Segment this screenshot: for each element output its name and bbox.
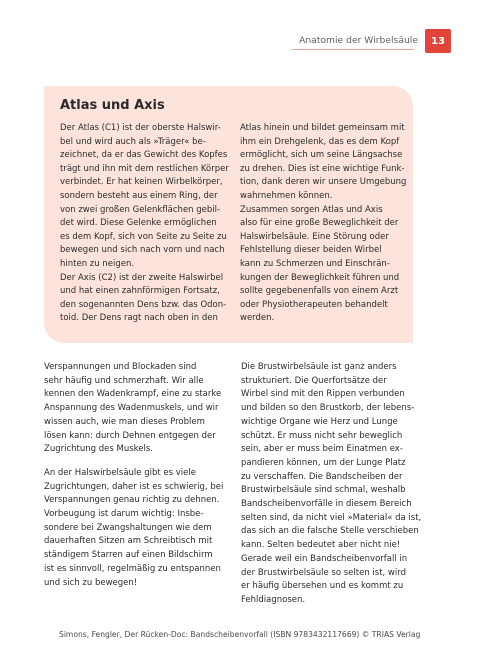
running-header-title: Anatomie der Wirbelsäule bbox=[299, 35, 418, 46]
body-text-line: Verspannungen genau richtig zu dehnen. bbox=[44, 495, 220, 506]
infobox-title: Atlas und Axis bbox=[60, 98, 165, 113]
body-right-column bbox=[241, 361, 421, 608]
infobox-text-line: es dem Kopf, sich von Seite zu Seite zu bbox=[60, 231, 227, 242]
footer-credit: Simons, Fengler, Der Rücken-Doc: Bandscheibenvorfall (ISBN 9783432117669) © TRIAS Verlag bbox=[59, 630, 421, 639]
infobox-left-column bbox=[60, 122, 232, 326]
infobox-text-line: verbindet. Er hat keinen Wirbelkörper, bbox=[60, 177, 223, 188]
body-text-line: strukturiert. Die Querfortsätze der bbox=[241, 375, 387, 386]
body-text-line: wissen auch, wie man dieses Problem bbox=[44, 416, 205, 427]
header-rule bbox=[292, 49, 414, 50]
body-text-line: Wirbel sind mit den Rippen verbunden bbox=[241, 389, 405, 400]
infobox-text-line: Der Atlas (C1) ist der oberste Halswir- bbox=[60, 123, 221, 133]
body-text-line: kennen den Wadenkrampf, eine zu starke bbox=[44, 389, 222, 400]
infobox-text-line: Zusammen sorgen Atlas und Axis bbox=[240, 204, 383, 215]
body-left-column bbox=[44, 361, 226, 590]
infobox-text-line: hinten zu neigen. bbox=[60, 258, 135, 269]
body-text-line: Vorbeugung ist darum wichtig: Insbe- bbox=[44, 509, 204, 520]
infobox-text-line: oder Physiotherapeuten behandelt bbox=[240, 299, 388, 310]
body-text-line: ist es sinnvoll, regelmäßig zu entspannen bbox=[44, 563, 221, 574]
body-text-line: ständigem Starren auf einen Bildschirm bbox=[44, 550, 213, 561]
infobox-text-line: trägt und ihn mit dem restlichen Körper bbox=[60, 163, 229, 174]
infobox-text-line: kann zu Schmerzen und Einschrän- bbox=[240, 258, 390, 269]
body-text-line: dauerhaften Sitzen am Schreibtisch mit bbox=[44, 536, 213, 547]
body-text-line: und sich zu bewegen! bbox=[44, 577, 138, 588]
body-text-line: Gerade weil ein Bandscheibenvorfall in bbox=[241, 553, 408, 564]
infobox-text-line: also für eine große Beweglichkeit der bbox=[240, 218, 399, 229]
body-text-line: Fehldiagnosen. bbox=[241, 594, 306, 605]
body-text-line: sein, aber er muss beim Einatmen ex- bbox=[241, 444, 403, 455]
body-text-line: wichtige Organe wie Herz und Lunge bbox=[241, 416, 398, 427]
infobox-text-line: sondern besteht aus einem Ring, der bbox=[60, 190, 218, 201]
infobox-text-line: kungen der Beweglichkeit führen und bbox=[240, 272, 400, 283]
body-text-line: das sich an die falsche Stelle verschieben bbox=[241, 526, 419, 537]
body-text-line: Zugrichtungen, daher ist es schwierig, bei bbox=[44, 481, 224, 492]
infobox-text-line: Atlas hinein und bildet gemeinsam mit bbox=[240, 123, 405, 133]
infobox bbox=[44, 86, 413, 343]
infobox-text-line: bewegen und sich nach vorn und nach bbox=[60, 245, 225, 256]
infobox-text-line: zu drehen. Dies ist eine wichtige Funk- bbox=[240, 163, 405, 174]
infobox-text-line: den sogenannten Dens bzw. das Odon- bbox=[60, 299, 227, 310]
infobox-text-line: tion, dank deren wir unsere Umgebung bbox=[240, 177, 407, 188]
body-text-line: zu verschaffen. Die Bandscheiben der bbox=[241, 471, 403, 482]
infobox-text-line: von zwei großen Gelenkflächen gebil- bbox=[60, 204, 221, 215]
infobox-text-line: bel und wird auch als »Träger« be- bbox=[60, 136, 206, 147]
body-text-line: Die Brustwirbelsäule ist ganz anders bbox=[241, 362, 397, 372]
infobox-text-line: werden. bbox=[240, 313, 275, 324]
body-text-line: Zugrichtung des Muskels. bbox=[44, 444, 153, 455]
body-text-line: er häufig übersehen und es kommt zu bbox=[241, 581, 404, 592]
body-text-line: An der Halswirbelsäule gibt es viele bbox=[44, 467, 196, 478]
body-left-paragraph-1 bbox=[44, 361, 226, 457]
body-text-line: pandieren können, um der Lunge Platz bbox=[241, 457, 406, 468]
infobox-text-line: ermöglicht, sich um seine Längsachse bbox=[240, 150, 403, 161]
infobox-text-line: ihm ein Drehgelenk, das es dem Kopf bbox=[240, 136, 400, 147]
infobox-text-line: sollte gegebenenfalls von einem Arzt bbox=[240, 286, 399, 297]
infobox-text-line: Der Axis (C2) ist der zweite Halswirbel bbox=[60, 272, 224, 283]
body-text-line: der Brustwirbelsäule so selten ist, wird bbox=[241, 567, 406, 578]
body-text-line: und bilden so den Brustkorb, der lebens- bbox=[241, 403, 415, 414]
infobox-right-column bbox=[240, 122, 408, 326]
body-left-paragraph-2 bbox=[44, 467, 226, 590]
infobox-text-line: Halswirbelsäule. Eine Störung oder bbox=[240, 231, 389, 242]
page-number-badge: 13 bbox=[425, 29, 451, 53]
body-text-line: Brustwirbelsäule sind schmal, weshalb bbox=[241, 485, 406, 496]
body-text-line: sehr häufig und schmerzhaft. Wir alle bbox=[44, 375, 204, 386]
body-text-line: Verspannungen und Blockaden sind bbox=[44, 362, 197, 372]
body-text-line: schützt. Er muss nicht sehr beweglich bbox=[241, 430, 403, 441]
paragraph-spacer bbox=[44, 457, 226, 467]
body-text-line: lösen kann: durch Dehnen entgegen der bbox=[44, 430, 216, 441]
infobox-text-line: zeichnet, da er das Gewicht des Kopfes bbox=[60, 150, 228, 161]
infobox-text-line: det wird. Diese Gelenke ermöglichen bbox=[60, 218, 217, 229]
body-text-line: sondere bei Zwangshaltungen wie dem bbox=[44, 522, 212, 533]
infobox-text-line: wahrnehmen können. bbox=[240, 190, 333, 201]
infobox-text-line: toid. Der Dens ragt nach oben in den bbox=[60, 313, 218, 324]
infobox-text-line: und hat einen zahnförmigen Fortsatz, bbox=[60, 286, 220, 297]
body-text-line: kann. Selten bedeutet aber nicht nie! bbox=[241, 540, 401, 551]
infobox-text-line: Fehlstellung dieser beiden Wirbel bbox=[240, 245, 382, 256]
body-text-line: Anspannung des Wadenmuskels, und wir bbox=[44, 403, 219, 414]
body-text-line: selten sind, da nicht viel »Material« da ist, bbox=[241, 512, 422, 523]
body-text-line: Bandscheibenvorfälle in diesem Bereich bbox=[241, 499, 412, 510]
